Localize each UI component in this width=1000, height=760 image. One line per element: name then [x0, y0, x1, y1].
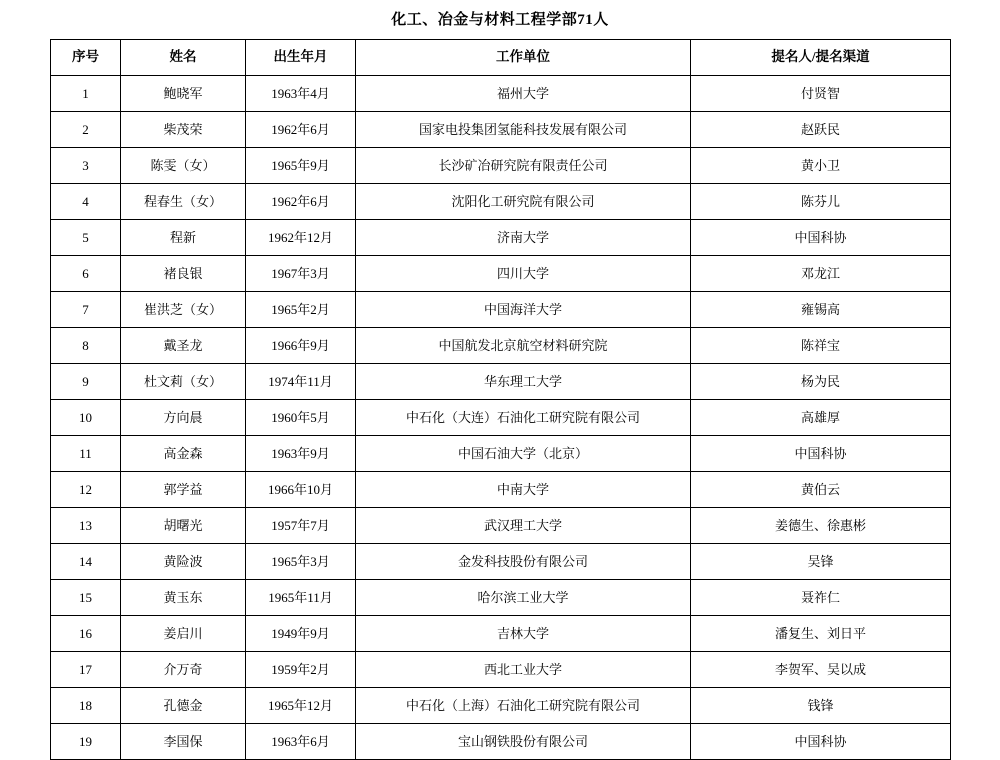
cell-nominator: 吴锋	[691, 544, 951, 580]
cell-seq: 3	[51, 148, 121, 184]
cell-birth: 1957年7月	[246, 508, 356, 544]
cell-name: 程新	[121, 220, 246, 256]
table-body	[51, 76, 951, 760]
cell-nominator: 陈芬儿	[691, 184, 951, 220]
cell-seq: 18	[51, 688, 121, 724]
cell-name: 崔洪芝（女）	[121, 292, 246, 328]
table-row	[51, 256, 951, 292]
cell-org: 中国海洋大学	[356, 292, 691, 328]
cell-name: 孔德金	[121, 688, 246, 724]
cell-org: 济南大学	[356, 220, 691, 256]
cell-seq: 16	[51, 616, 121, 652]
cell-seq: 2	[51, 112, 121, 148]
cell-birth: 1966年10月	[246, 472, 356, 508]
column-header-birth: 出生年月	[246, 40, 356, 76]
cell-birth: 1965年12月	[246, 688, 356, 724]
cell-nominator: 中国科协	[691, 220, 951, 256]
cell-org: 中石化（大连）石油化工研究院有限公司	[356, 400, 691, 436]
cell-name: 方向晨	[121, 400, 246, 436]
table-row	[51, 508, 951, 544]
cell-birth: 1967年3月	[246, 256, 356, 292]
cell-seq: 1	[51, 76, 121, 112]
cell-name: 介万奇	[121, 652, 246, 688]
cell-org: 长沙矿冶研究院有限责任公司	[356, 148, 691, 184]
column-header-org: 工作单位	[356, 40, 691, 76]
cell-seq: 17	[51, 652, 121, 688]
cell-nominator: 付贤智	[691, 76, 951, 112]
table-row	[51, 292, 951, 328]
cell-name: 陈雯（女）	[121, 148, 246, 184]
cell-seq: 14	[51, 544, 121, 580]
cell-nominator: 陈祥宝	[691, 328, 951, 364]
table-row	[51, 580, 951, 616]
cell-org: 武汉理工大学	[356, 508, 691, 544]
cell-seq: 12	[51, 472, 121, 508]
column-header-nominator: 提名人/提名渠道	[691, 40, 951, 76]
cell-name: 褚良银	[121, 256, 246, 292]
cell-nominator: 黄小卫	[691, 148, 951, 184]
cell-org: 吉林大学	[356, 616, 691, 652]
cell-seq: 4	[51, 184, 121, 220]
cell-birth: 1965年11月	[246, 580, 356, 616]
cell-seq: 6	[51, 256, 121, 292]
cell-name: 李国保	[121, 724, 246, 760]
cell-nominator: 中国科协	[691, 724, 951, 760]
cell-birth: 1965年3月	[246, 544, 356, 580]
cell-org: 中国石油大学（北京）	[356, 436, 691, 472]
cell-birth: 1962年6月	[246, 112, 356, 148]
table-row	[51, 220, 951, 256]
cell-name: 高金森	[121, 436, 246, 472]
table-row	[51, 544, 951, 580]
table-header-row	[51, 40, 951, 76]
cell-name: 戴圣龙	[121, 328, 246, 364]
cell-nominator: 钱锋	[691, 688, 951, 724]
cell-name: 郭学益	[121, 472, 246, 508]
page-title: 化工、冶金与材料工程学部71人	[391, 12, 609, 28]
cell-nominator: 中国科协	[691, 436, 951, 472]
table-row	[51, 436, 951, 472]
cell-seq: 8	[51, 328, 121, 364]
cell-birth: 1962年6月	[246, 184, 356, 220]
column-header-seq: 序号	[51, 40, 121, 76]
cell-nominator: 姜德生、徐惠彬	[691, 508, 951, 544]
cell-name: 姜启川	[121, 616, 246, 652]
table-row	[51, 364, 951, 400]
cell-seq: 9	[51, 364, 121, 400]
cell-nominator: 雍锡高	[691, 292, 951, 328]
cell-name: 黄险波	[121, 544, 246, 580]
cell-org: 宝山钢铁股份有限公司	[356, 724, 691, 760]
cell-birth: 1963年9月	[246, 436, 356, 472]
cell-nominator: 聂祚仁	[691, 580, 951, 616]
cell-birth: 1963年4月	[246, 76, 356, 112]
cell-seq: 13	[51, 508, 121, 544]
cell-name: 胡曙光	[121, 508, 246, 544]
column-header-name: 姓名	[121, 40, 246, 76]
cell-birth: 1965年2月	[246, 292, 356, 328]
cell-name: 杜文莉（女）	[121, 364, 246, 400]
table-row	[51, 112, 951, 148]
table-row	[51, 616, 951, 652]
cell-nominator: 黄伯云	[691, 472, 951, 508]
cell-birth: 1963年6月	[246, 724, 356, 760]
table-row	[51, 652, 951, 688]
cell-nominator: 李贺军、吴以成	[691, 652, 951, 688]
cell-name: 黄玉东	[121, 580, 246, 616]
cell-seq: 7	[51, 292, 121, 328]
cell-name: 柴茂荣	[121, 112, 246, 148]
cell-nominator: 杨为民	[691, 364, 951, 400]
cell-org: 中石化（上海）石油化工研究院有限公司	[356, 688, 691, 724]
cell-seq: 15	[51, 580, 121, 616]
cell-seq: 11	[51, 436, 121, 472]
cell-org: 四川大学	[356, 256, 691, 292]
cell-birth: 1965年9月	[246, 148, 356, 184]
table-row	[51, 724, 951, 760]
roster-table-container	[0, 39, 1000, 760]
cell-name: 鲍晓军	[121, 76, 246, 112]
cell-org: 沈阳化工研究院有限公司	[356, 184, 691, 220]
cell-org: 华东理工大学	[356, 364, 691, 400]
cell-seq: 5	[51, 220, 121, 256]
cell-org: 哈尔滨工业大学	[356, 580, 691, 616]
cell-seq: 10	[51, 400, 121, 436]
cell-birth: 1962年12月	[246, 220, 356, 256]
cell-birth: 1959年2月	[246, 652, 356, 688]
cell-org: 中国航发北京航空材料研究院	[356, 328, 691, 364]
cell-birth: 1960年5月	[246, 400, 356, 436]
cell-name: 程春生（女）	[121, 184, 246, 220]
cell-org: 金发科技股份有限公司	[356, 544, 691, 580]
cell-birth: 1966年9月	[246, 328, 356, 364]
cell-nominator: 赵跃民	[691, 112, 951, 148]
cell-birth: 1949年9月	[246, 616, 356, 652]
cell-org: 中南大学	[356, 472, 691, 508]
cell-org: 国家电投集团氢能科技发展有限公司	[356, 112, 691, 148]
table-row	[51, 472, 951, 508]
cell-birth: 1974年11月	[246, 364, 356, 400]
cell-nominator: 邓龙江	[691, 256, 951, 292]
table-row	[51, 148, 951, 184]
cell-seq: 19	[51, 724, 121, 760]
table-row	[51, 76, 951, 112]
cell-nominator: 高雄厚	[691, 400, 951, 436]
table-row	[51, 688, 951, 724]
cell-org: 西北工业大学	[356, 652, 691, 688]
table-row	[51, 328, 951, 364]
table-row	[51, 184, 951, 220]
roster-table	[50, 39, 951, 760]
table-row	[51, 400, 951, 436]
cell-nominator: 潘复生、刘日平	[691, 616, 951, 652]
cell-org: 福州大学	[356, 76, 691, 112]
